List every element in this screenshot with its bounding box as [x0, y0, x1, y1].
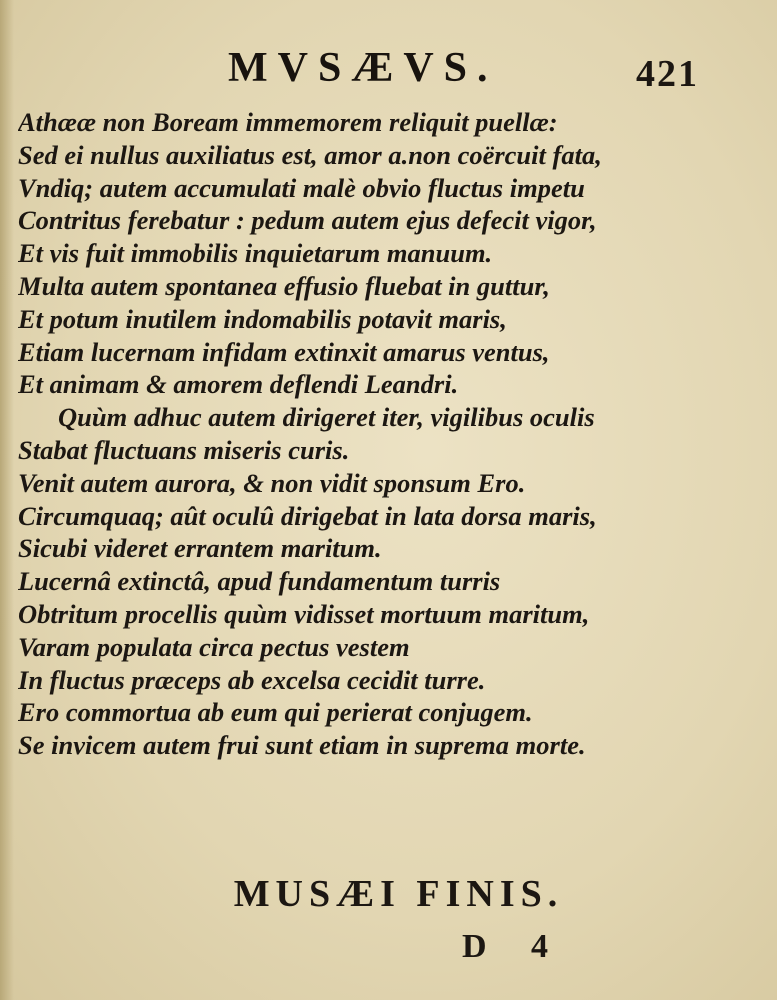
verse-line: Circumquaq; aût oculû dirigebat in lata dorsa maris, — [18, 500, 597, 531]
verse-line: Sicubi videret errantem maritum. — [18, 533, 382, 564]
finis-heading: MUSÆI FINIS. — [233, 873, 564, 915]
verse-block — [18, 106, 737, 762]
verse-line: Varam populata circa pectus vestem — [18, 631, 410, 662]
verse-line: Stabat fluctuans miseris curis. — [18, 434, 350, 465]
verse-line: Ero commortua ab eum qui perierat conjugem. — [18, 697, 533, 728]
verse-line: In fluctus præceps ab excelsa cecidit turre. — [18, 664, 486, 695]
verse-line: Et potum inutilem indomabilis potavit maris, — [18, 303, 507, 334]
verse-line: Quùm adhuc autem dirigeret iter, vigilibus oculis — [58, 402, 595, 433]
running-head: MVSÆVS. — [228, 45, 498, 91]
verse-line: Sed ei nullus auxiliatus est, amor a.non coërcuit fata, — [18, 139, 602, 170]
verse-line: Se invicem autem frui sunt etiam in suprema morte. — [18, 730, 586, 761]
signature-mark: D 4 — [462, 928, 567, 965]
page-gutter-shadow — [0, 0, 14, 1000]
verse-line: Etiam lucernam infidam extinxit amarus ventus, — [18, 336, 550, 367]
verse-line: Vndiq; autem accumulati malè obvio fluctus impetu — [18, 172, 585, 203]
verse-line: Et vis fuit immobilis inquietarum manuum. — [18, 238, 493, 269]
verse-line: Venit autem aurora, & non vidit sponsum Ero. — [18, 467, 526, 498]
verse-line: Multa autem spontanea effusio fluebat in guttur, — [18, 270, 550, 301]
verse-line: Lucernâ extinctâ, apud fundamentum turris — [18, 566, 501, 597]
verse-line: Athææ non Boream immemorem reliquit puellæ: — [18, 107, 558, 137]
page-number: 421 — [636, 53, 699, 95]
verse-line: Et animam & amorem deflendi Leandri. — [18, 369, 459, 400]
verse-line: Obtritum procellis quùm vidisset mortuum maritum, — [18, 598, 590, 629]
verse-line: Contritus ferebatur : pedum autem ejus defecit vigor, — [18, 205, 597, 236]
